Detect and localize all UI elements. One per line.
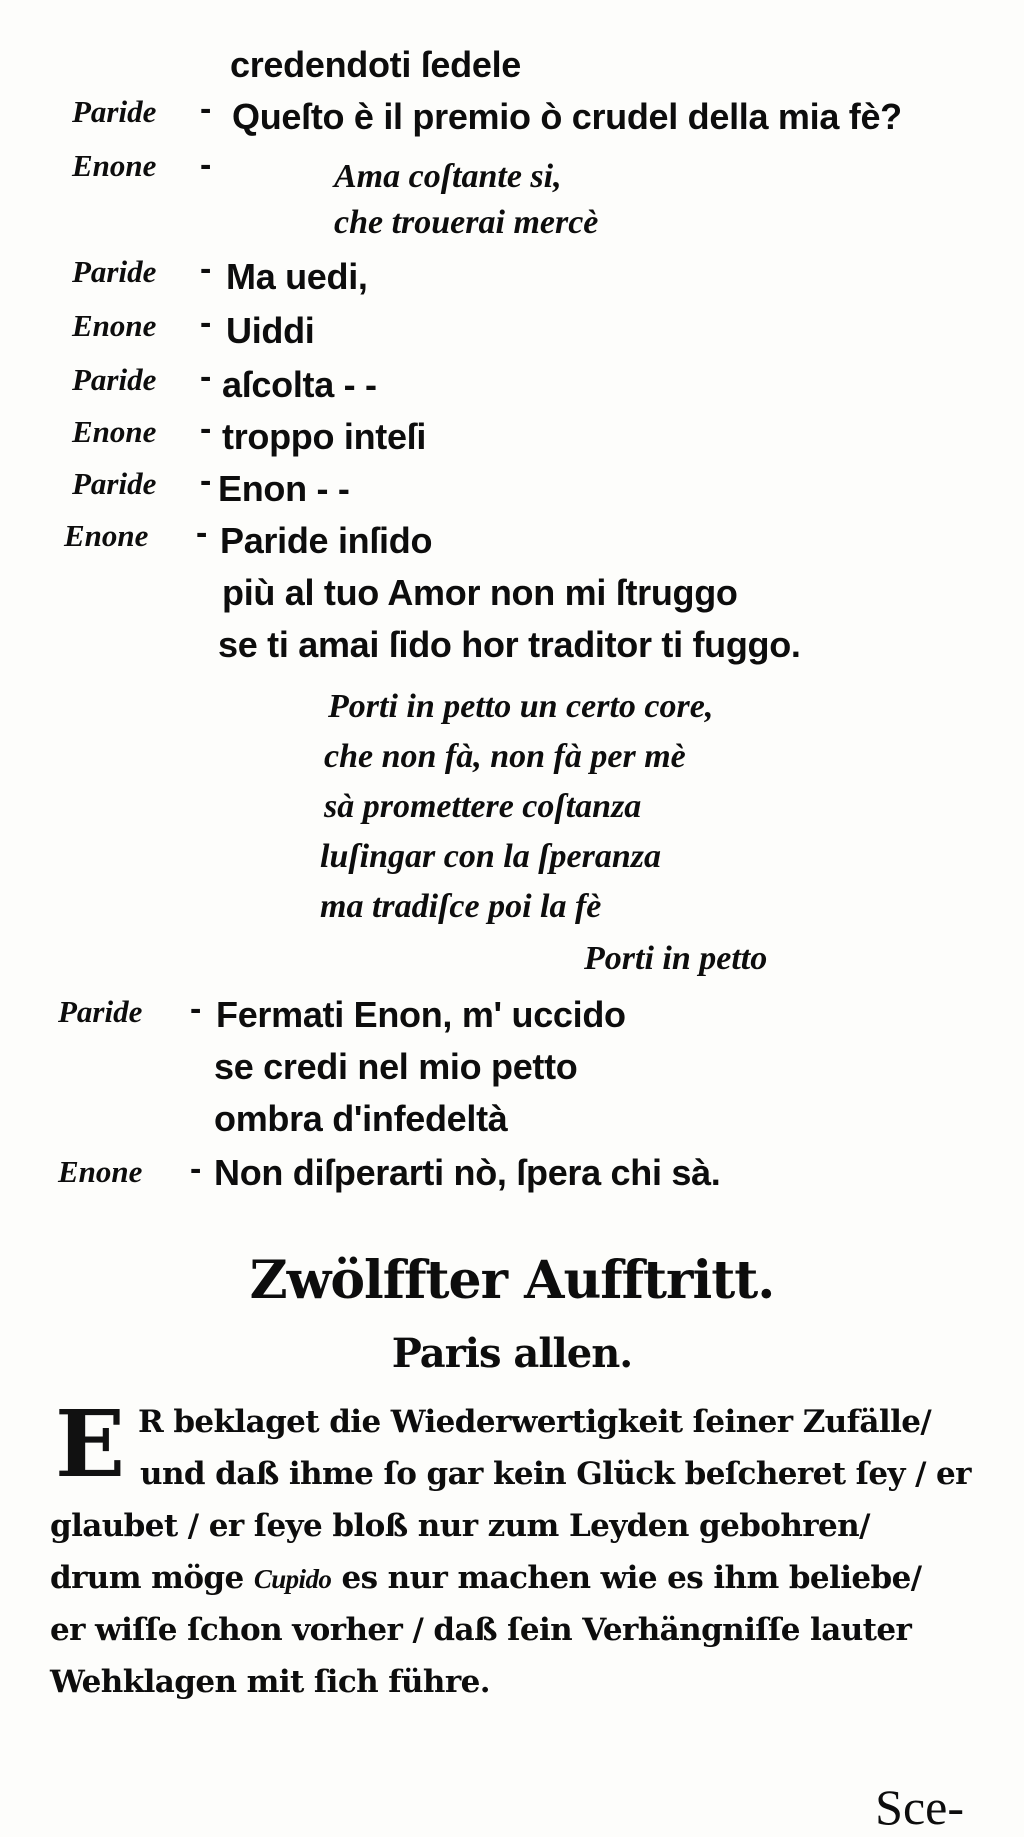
german-text: glaubet / er ſeye bloß nur zum Leyden gebohren/ <box>50 1508 870 1544</box>
speaker-label: Paride <box>72 362 157 397</box>
aria-line: Porti in petto un certo core, <box>328 688 714 725</box>
speaker-dash: - <box>196 514 208 552</box>
german-italic-name: Cupido <box>253 1564 332 1594</box>
speaker-label: Paride <box>72 466 157 501</box>
aria-line: luſingar con la ſperanza <box>320 838 661 875</box>
scene-subheading: Paris allen. <box>391 1330 633 1377</box>
dialogue-line: che trouerai mercè <box>334 204 599 241</box>
dialogue-line: se credi nel mio petto <box>214 1046 578 1087</box>
dialogue-line: Paride inſido <box>220 520 433 561</box>
dialogue-line: Enon - - <box>218 468 350 509</box>
german-text: es nur machen wie es ihm beliebe/ <box>341 1560 922 1596</box>
speaker-label: Paride <box>72 94 157 129</box>
german-text: drum möge <box>50 1560 244 1596</box>
speaker-label: Enone <box>72 308 157 343</box>
dialogue-line: credendoti ſedele <box>230 44 521 85</box>
speaker-dash: - <box>200 304 212 342</box>
speaker-dash: - <box>200 462 212 500</box>
aria-line: che non fà, non fà per mè <box>324 738 686 775</box>
dialogue-line: più al tuo Amor non mi ſtruggo <box>222 572 738 613</box>
dialogue-line: troppo inteſi <box>222 416 427 457</box>
german-text: er wiſſe ſchon vorher / daß ſein Verhängniſſe lauter <box>50 1612 912 1648</box>
speaker-label: Enone <box>64 518 149 553</box>
speaker-label: Enone <box>72 148 157 183</box>
aria-repeat: Porti in petto <box>584 940 768 977</box>
dialogue-line: ombra d'infedeltà <box>214 1098 508 1139</box>
german-line <box>50 1664 490 1700</box>
dialogue-line: Queſto è il premio ò crudel della mia fè? <box>232 96 902 137</box>
dialogue-line: Ma uedi, <box>226 256 368 297</box>
dialogue-line: Non diſperarti nò, ſpera chi sà. <box>214 1152 721 1193</box>
dialogue-line: Fermati Enon, m' uccido <box>216 994 626 1035</box>
speaker-dash: - <box>200 358 212 396</box>
speaker-dash: - <box>200 146 212 184</box>
german-line <box>138 1404 931 1440</box>
aria-line: ma tradiſce poi la fè <box>320 888 602 925</box>
speaker-label: Paride <box>72 254 157 289</box>
german-text: Wehklagen mit ſich führe. <box>50 1664 490 1700</box>
speaker-label: Enone <box>72 414 157 449</box>
speaker-dash: - <box>200 410 212 448</box>
dialogue-line: aſcolta - - <box>222 364 377 405</box>
german-line <box>140 1456 971 1492</box>
german-line <box>50 1560 921 1596</box>
dialogue-line: se ti amai ſido hor traditor ti fuggo. <box>218 624 801 665</box>
speaker-label: Paride <box>58 994 143 1029</box>
dialogue-line: Uiddi <box>226 310 315 351</box>
decorated-initial: E <box>54 1390 126 1498</box>
german-text: und daß ihme ſo gar kein Glück beſcheret ſey / er <box>140 1456 971 1492</box>
scene-heading: Zwölffter Aufftritt. <box>249 1250 775 1311</box>
speaker-label: Enone <box>58 1154 143 1189</box>
bleed-through-decoration <box>646 60 1006 1760</box>
german-text: R beklaget die Wiederwertigkeit ſeiner Zufälle/ <box>138 1404 932 1440</box>
aria-line: sà promettere coſtanza <box>324 788 642 825</box>
german-line <box>50 1612 911 1648</box>
speaker-dash: - <box>190 990 202 1028</box>
speaker-dash: - <box>200 90 212 128</box>
catchword: Sce- <box>875 1779 964 1835</box>
speaker-dash: - <box>200 250 212 288</box>
german-line <box>50 1508 870 1544</box>
speaker-dash: - <box>190 1150 202 1188</box>
dialogue-line: Ama coſtante si, <box>334 158 562 195</box>
